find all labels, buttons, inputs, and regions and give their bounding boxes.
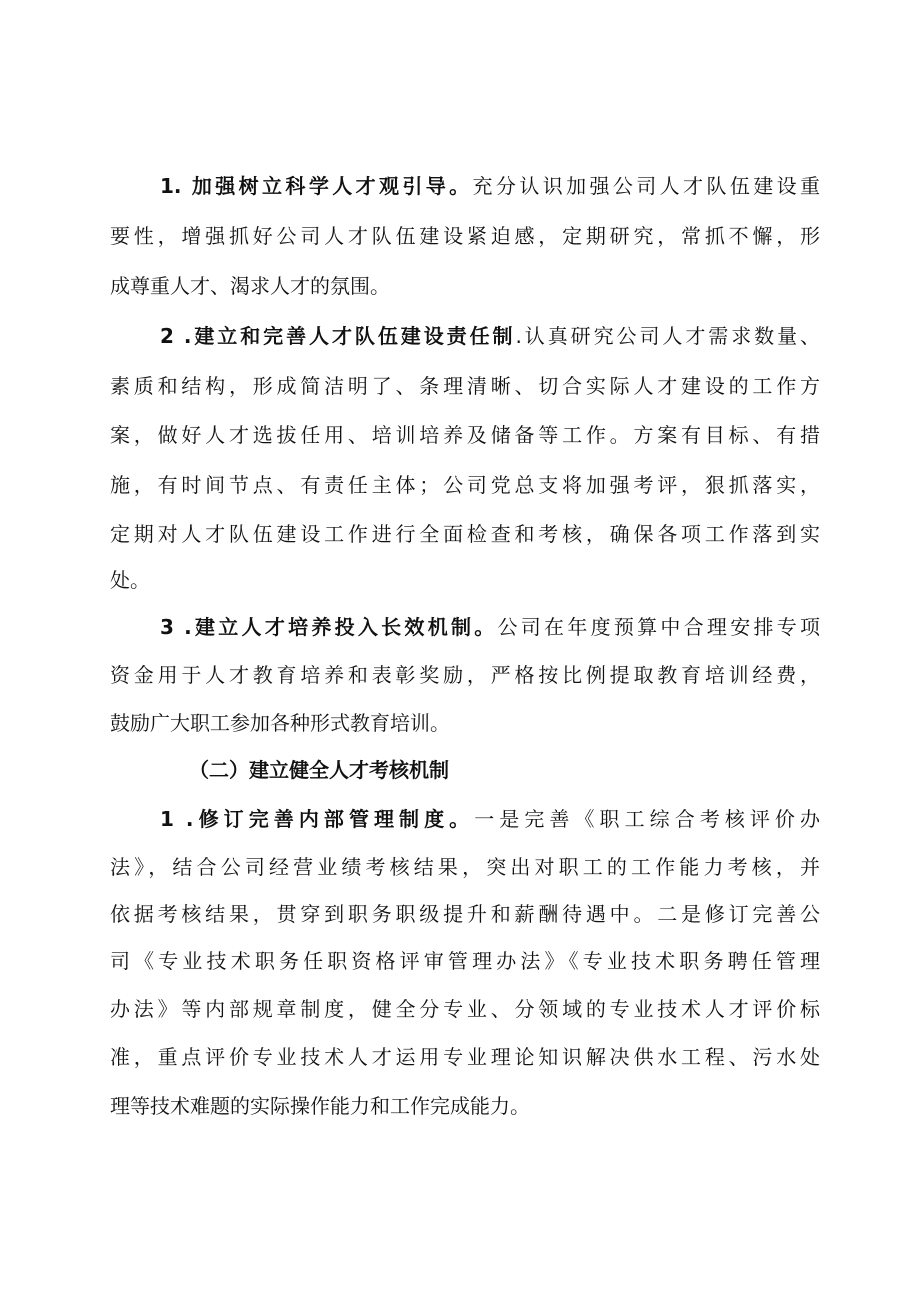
paragraph-4-line-3: 依据考核结果，贯穿到职务职级提升和薪酬待遇中。二是修订完善公 [110, 902, 820, 926]
paragraph-2-line-2: 素质和结构，形成简洁明了、条理清晰、切合实际人才建设的工作方 [110, 374, 820, 398]
paragraph-2-line-5: 定期对人才队伍建设工作进行全面检查和考核，确保各项工作落到实 [110, 522, 820, 546]
section-heading-2: （二）建立健全人才考核机制 [189, 758, 449, 782]
paragraph-1-line-2: 要性，增强抓好公司人才队伍建设紧迫感，定期研究，常抓不懈，形 [110, 224, 820, 248]
paragraph-4-text: 一是完善《职工综合考核评价办 [474, 807, 820, 831]
paragraph-4-line-2: 法》，结合公司经营业绩考核结果，突出对职工的工作能力考核，并 [110, 855, 820, 879]
paragraph-3-line-3: 鼓励广大职工参加各种形式教育培训。 [110, 711, 450, 735]
paragraph-3-text: 公司在年度预算中合理安排专项 [497, 615, 821, 639]
paragraph-3-lead: 3 .建立人才培养投入长效机制。 [160, 615, 498, 639]
paragraph-4-line-4: 司《专业技术职务任职资格评审管理办法》《专业技术职务聘任管理 [110, 949, 820, 973]
paragraph-4-line-7: 理等技术难题的实际操作能力和工作完成能力。 [110, 1094, 530, 1118]
paragraph-3-line-1 [160, 613, 820, 641]
paragraph-4-line-1 [160, 805, 820, 833]
paragraph-4-lead: 1 .修订完善内部管理制度。 [160, 807, 475, 831]
paragraph-1-line-3: 成尊重人才、渴求人才的氛围。 [110, 274, 390, 298]
paragraph-2-text: .认真研究公司人才需求数量、 [515, 324, 820, 348]
paragraph-2-line-1 [160, 322, 820, 350]
paragraph-4-line-5: 办法》等内部规章制度，健全分专业、分领域的专业技术人才评价标 [110, 997, 820, 1021]
paragraph-3-line-2: 资金用于人才教育培养和表彰奖励，严格按比例提取教育培训经费， [110, 663, 820, 687]
paragraph-2-line-4: 施，有时间节点、有责任主体；公司党总支将加强考评，狠抓落实， [110, 473, 820, 497]
paragraph-1-text: 充分认识加强公司人才队伍建设重 [472, 174, 820, 198]
paragraph-2-lead: 2 .建立和完善人才队伍建设责任制 [160, 324, 516, 348]
paragraph-2-line-3: 案，做好人才选拔任用、培训培养及储备等工作。方案有目标、有措 [110, 423, 820, 447]
paragraph-1-line-1 [160, 172, 820, 200]
paragraph-4-line-6: 准，重点评价专业技术人才运用专业理论知识解决供水工程、污水处 [110, 1045, 820, 1069]
paragraph-1-lead: 1. 加强树立科学人才观引导。 [160, 174, 473, 198]
paragraph-2-line-6: 处。 [110, 568, 150, 592]
